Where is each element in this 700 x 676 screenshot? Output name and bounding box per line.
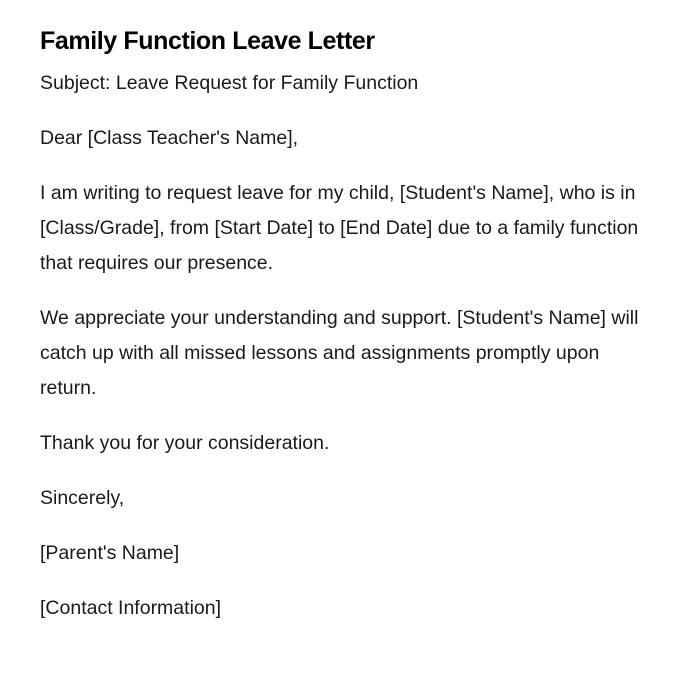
letter-document: [40, 24, 650, 646]
letter-subject: Subject: Leave Request for Family Function: [40, 72, 419, 94]
signature-name: [Parent's Name]: [40, 542, 180, 564]
signature-contact: [Contact Information]: [40, 597, 222, 619]
letter-thanks: Thank you for your consideration.: [40, 432, 330, 454]
letter-body-paragraph-2: We appreciate your understanding and support. [Student's Name] will catch up with all missed lessons and assignments promptly upon return.: [40, 307, 639, 399]
letter-closing: Sincerely,: [40, 487, 125, 509]
letter-body-paragraph-1: I am writing to request leave for my child, [Student's Name], who is in [Class/Grade], from [Start Date] to [End Date] due to a family function that requires our presence.: [40, 182, 639, 274]
letter-salutation: Dear [Class Teacher's Name],: [40, 127, 299, 149]
page-title: Family Function Leave Letter: [40, 27, 375, 55]
